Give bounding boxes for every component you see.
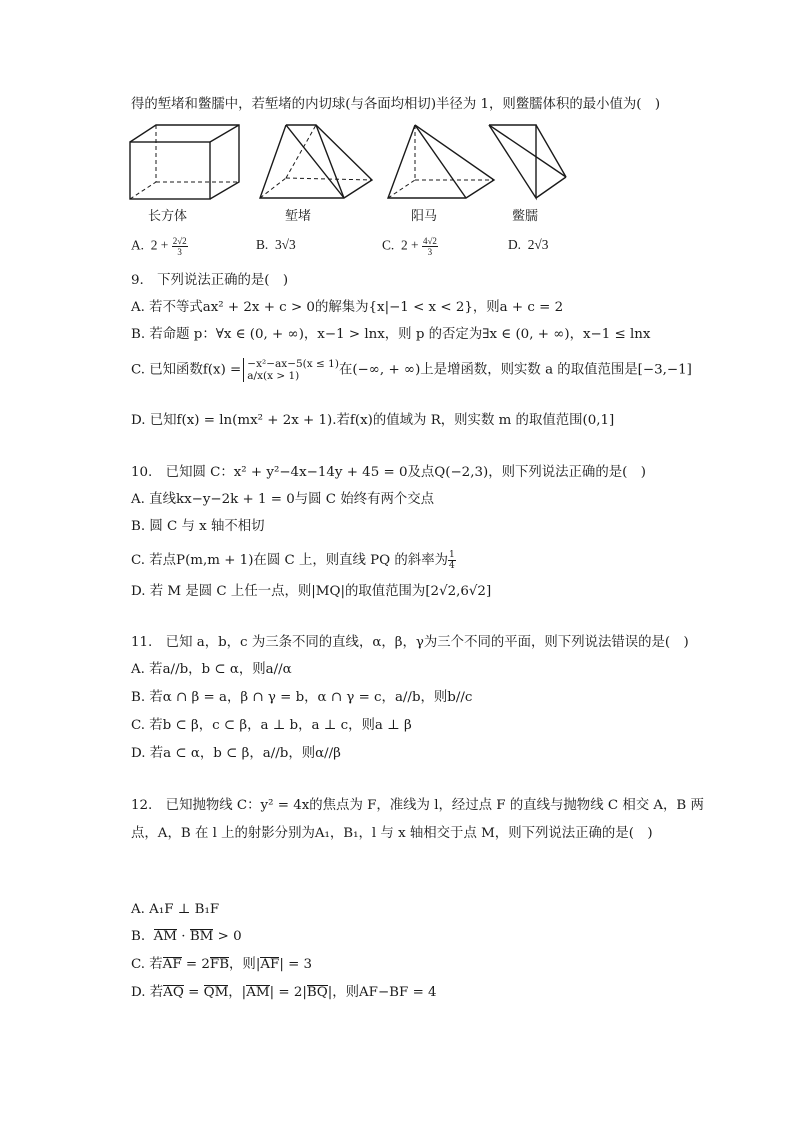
q8-option-d: D. 2√3 — [508, 237, 549, 252]
q10-stem: 10. 已知圆 C：x² + y²−4x−14y + 45 = 0及点Q(−2,3)，则下列说法正确的是( ) — [131, 465, 646, 480]
qiandu-figure — [260, 125, 372, 198]
caption-bienao: 鳖臑 — [512, 209, 539, 224]
q9-option-c: C. 已知函数f(x) = −x²−ax−5(x ≤ 1) a/x(x > 1) 在(−∞, + ∞)上是增函数，则实数 a 的取值范围是[−3,−1] — [131, 358, 692, 382]
q11-option-a: A. 若a//b，b ⊂ α，则a//α — [131, 662, 292, 677]
q11-option-c: C. 若b ⊂ β，c ⊂ β，a ⊥ b，a ⊥ c，则a ⊥ β — [131, 718, 412, 733]
q9-stem: 9. 下列说法正确的是( ) — [131, 273, 289, 288]
q12-option-d: D. 若AQ = QM，|AM| = 2|BQ|，则AF−BF = 4 — [131, 985, 437, 1000]
q10-option-a: A. 直线kx−y−2k + 1 = 0与圆 C 始终有两个交点 — [131, 492, 435, 507]
cuboid-figure — [130, 125, 239, 199]
q11-option-b: B. 若α ∩ β = a，β ∩ γ = b，α ∩ γ = c，a//b，则b//c — [131, 690, 473, 705]
q12-stem-line1: 12. 已知抛物线 C：y² = 4x的焦点为 F，准线为 l，经过点 F 的直线与抛物线 C 相交 A，B 两 — [131, 798, 704, 813]
caption-cuboid: 长方体 — [148, 209, 188, 224]
q9-option-b: B. 若命题 p：∀x ∈ (0, + ∞)，x−1 > lnx，则 p 的否定为∃x ∈ (0, + ∞)，x−1 ≤ lnx — [131, 327, 651, 342]
q12-option-c: C. 若AF = 2FB，则|AF| = 3 — [131, 957, 313, 972]
caption-yangma: 阳马 — [411, 209, 438, 224]
q10-option-d: D. 若 M 是圆 C 上任一点，则|MQ|的取值范围为[2√2,6√2] — [131, 584, 492, 599]
q12-option-b: B. AM · BM > 0 — [131, 929, 242, 944]
q8-stem: 得的堑堵和鳖臑中，若堑堵的内切球(与各面均相切)半径为 1，则鳖臑体积的最小值为( ) — [131, 97, 661, 112]
bienao-figure — [486, 122, 576, 207]
q8-figures — [126, 122, 506, 207]
q8-option-a: A. 2 + $\frac{2√2}{3}$ — [131, 236, 187, 257]
q11-option-d: D. 若a ⊂ α，b ⊂ β，a//b，则α//β — [131, 746, 341, 761]
q9-option-d: D. 已知f(x) = ln(mx² + 2x + 1).若f(x)的值域为 R，则实数 m 的取值范围(0,1] — [131, 413, 615, 428]
q11-stem: 11. 已知 a，b，c 为三条不同的直线，α，β，γ为三个不同的平面，则下列说法错误的是( ) — [131, 635, 689, 650]
q10-option-b: B. 圆 C 与 x 轴不相切 — [131, 519, 265, 534]
yangma-figure — [388, 125, 494, 198]
q12-stem-line2: 点，A，B 在 l 上的射影分别为A₁，B₁，l 与 x 轴相交于点 M，则下列说法正确的是( ) — [131, 826, 653, 841]
q9-option-a: A. 若不等式ax² + 2x + c > 0的解集为{x|−1 < x < 2}，则a + c = 2 — [131, 300, 564, 315]
q10-option-c: C. 若点P(m,m + 1)在圆 C 上，则直线 PQ 的斜率为 $\frac{1}{4}$ — [131, 550, 455, 571]
q8-option-b: B. 3√3 — [256, 237, 296, 252]
caption-qiandu: 堑堵 — [285, 209, 312, 224]
q8-option-c: C. 2 + $\frac{4√2}{3}$ — [382, 236, 437, 257]
q12-option-a: A. A₁F ⊥ B₁F — [131, 902, 220, 917]
